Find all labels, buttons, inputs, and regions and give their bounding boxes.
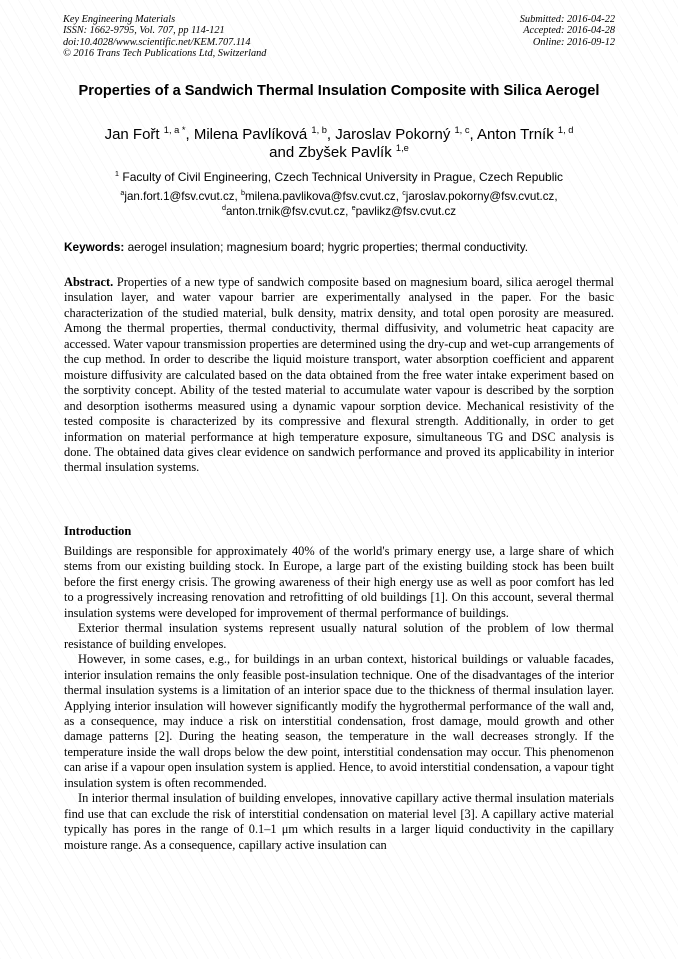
accepted-date: Accepted: 2016-04-28 [523, 25, 615, 37]
journal-info [63, 14, 266, 60]
abstract [64, 275, 614, 476]
author: Zbyšek Pavlík [298, 144, 392, 161]
abstract-text: Properties of a new type of sandwich composite based on magnesium board, silica aerogel thermal insulation layer, and water vapour barrier are experimentally analysed in the paper. For the basic characterization of the studied material, bulk density, matrix density, and total open porosity are measured. Among the thermal properties, thermal conductivity, thermal diffusivity, and volumetric heat capacity are accessed. Water vapour transmission properties are determined using the dry-cup and wet-cup arrangements of the cup method. In order to describe the liquid moisture transport, water absorption coefficient and apparent moisture diffusivity are calculated based on the data obtained from the free water intake experiment based on the sorptivity concept. Ability of the tested material to accumulate water vapour is described by the sorption and desorption isotherms measured using a dynamic vapour sorption device. Mechanical resistivity of the tested composite is characterized by its compressive and flexural strength. Additionally, in order to get information on material performance at high temperature exposure, simultaneous TG and DSC analysis is done. The obtained data gives clear evidence on sandwich performance and proved its applicability in interior thermal insulation systems. [64, 275, 614, 475]
introduction-body [64, 544, 614, 853]
email[interactable]: anton.trnik@fsv.cvut.cz [225, 205, 346, 218]
issn: ISSN: 1662-9795, Vol. 707, pp 114-121 [63, 25, 225, 37]
email-sup: a [120, 188, 125, 198]
email-sup: e [351, 203, 356, 213]
author-sup: 1, a * [163, 125, 186, 135]
affiliation [60, 170, 618, 184]
doi: doi:10.4028/www.scientific.net/KEM.707.114 [63, 36, 251, 48]
journal-name: Key Engineering Materials [63, 14, 176, 25]
author: Anton Trník [477, 126, 554, 143]
email-sup: b [241, 188, 245, 198]
author-list: Jan Fořt $^{1, a *}$, Milena Pavlíková $^{1, b}$, Jaroslav Pokorný $^{1, c}$, Anton Trník $^{1, d}$ and Zbyšek Pavlík $^{1,e}$ [104, 125, 574, 161]
section-heading-introduction: Introduction [64, 524, 132, 538]
author-sup: 1, d [557, 125, 574, 135]
affiliation-sup: 1 [114, 169, 120, 178]
paragraph: Buildings are responsible for approximately 40% of the world's primary energy use, a large share of which stems from our existing building stock. In Europe, a large part of the existing building stock has been built before the first energy crisis. The growing awareness of their high energy use as well as poor comfort has led to a progressively increasing renovation and retrofitting of old buildings [1]. On this account, several thermal insulation systems were developed for improvement of thermal performance of buildings. [64, 544, 614, 620]
paragraph: In interior thermal insulation of building envelopes, innovative capillary active thermal insulation materials find use that can exclude the risk of interstitial condensation on material level [3]. A capillary active material typically has pores in the range of 0.1–1 μm which results in a larger liquid conductivity in the capillary moisture range. As a consequence, capillary active insulation can [64, 791, 614, 852]
copyright: © 2016 Trans Tech Publications Ltd, Switzerland [63, 48, 267, 60]
keywords-text: aerogel insulation; magnesium board; hygric properties; thermal conductivity. [124, 240, 529, 254]
email[interactable]: pavlikz@fsv.cvut.cz [355, 205, 457, 218]
email-sup: c [402, 188, 406, 198]
author: Jan Fořt [104, 126, 160, 143]
author-sup: 1, b [311, 125, 327, 135]
paragraph: However, in some cases, e.g., for buildings in an urban context, historical buildings or valuable facades, interior insulation remains the only feasible post-insulation technique. One of the disadvantages of the interior thermal insulation systems is a limitation of an interior space due to the thickness of thermal insulation layer. Applying interior insulation will however significantly modify the hygrothermal performance of the wall and, as a consequence, may induce a risk on interstitial condensation, frost damage, mould growth and other damage patterns [2]. During the heating season, the temperature in the wall decreases strongly. If the temperature inside the wall drops below the dew point, interstitial condensation may occur. This phenomenon can arise if a vapour open insulation system is applied. Hence, to avoid interstitial condensation, a vapour tight insulation system is often recommended. [64, 652, 614, 790]
and-text: and [269, 144, 295, 161]
email[interactable]: jan.fort.1@fsv.cvut.cz [124, 190, 235, 203]
author: Jaroslav Pokorný [335, 126, 451, 143]
online-date: Online: 2016-09-12 [532, 36, 615, 48]
author: Milena Pavlíková [193, 126, 308, 143]
keywords [64, 240, 624, 254]
author-sup: 1, c [454, 125, 470, 135]
email[interactable]: milena.pavlikova@fsv.cvut.cz [245, 190, 396, 203]
abstract-label: Abstract. [64, 275, 114, 289]
email-list: $^a$jan.fort.1@fsv.cvut.cz, $^b$milena.pavlikova@fsv.cvut.cz, $^c$jaroslav.pokorny@fsv.cvut.cz, $^d$anton.trnik@fsv.cvut.cz, $^e$pavlikz@fsv.cvut.cz [120, 188, 558, 218]
affiliation-text: Faculty of Civil Engineering, Czech Technical University in Prague, Czech Republic [122, 170, 564, 184]
paragraph: Exterior thermal insulation systems represent usually natural solution of the problem of low thermal resistance of building envelopes. [64, 621, 614, 651]
author-sup: 1,e [395, 143, 409, 153]
email[interactable]: jaroslav.pokorny@fsv.cvut.cz [405, 190, 555, 203]
paper-title: Properties of a Sandwich Thermal Insulation Composite with Silica Aerogel [78, 83, 600, 99]
dates-info [520, 14, 615, 48]
keywords-label: Keywords: [64, 240, 125, 254]
submitted-date: Submitted: 2016-04-22 [519, 14, 615, 25]
email-sup: d [221, 203, 226, 213]
